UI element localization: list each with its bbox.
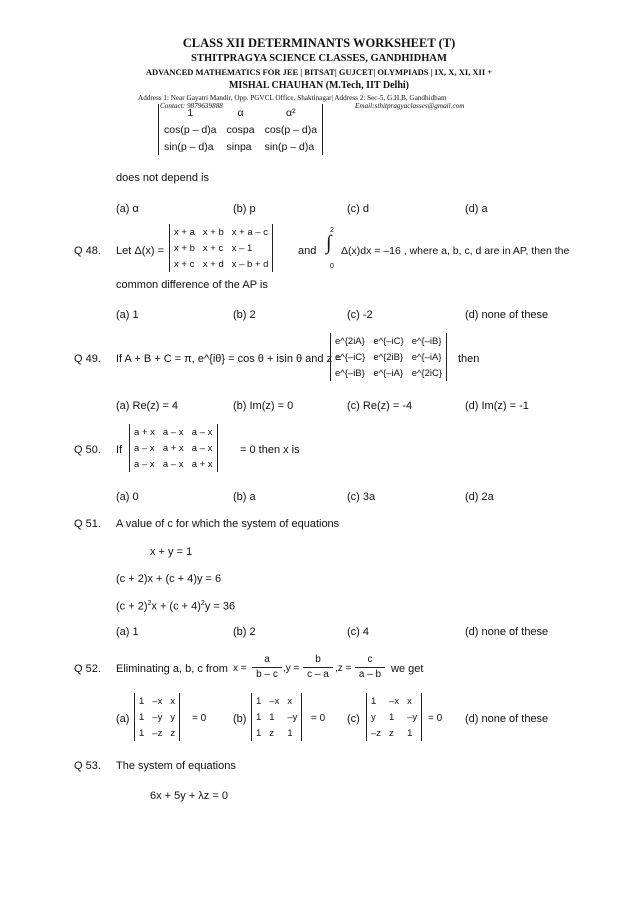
q47-cell: cospa bbox=[226, 123, 255, 136]
q52-b-cell: 1 bbox=[287, 727, 293, 739]
fraction-bar bbox=[303, 667, 333, 668]
q52-z-num: c bbox=[367, 654, 373, 665]
fraction-bar bbox=[355, 667, 385, 668]
q52-b-cell: 1 bbox=[256, 727, 262, 739]
q52-a-cell: –y bbox=[152, 711, 163, 723]
q50-cell: a – x bbox=[162, 426, 184, 438]
q50-number: Q 50. bbox=[74, 444, 101, 456]
q48-number: Q 48. bbox=[74, 245, 101, 257]
q47-option-b: (b) p bbox=[233, 203, 256, 215]
q50-cell: a – x bbox=[191, 442, 213, 454]
q51-option-a: (a) 1 bbox=[116, 626, 139, 638]
q51-eq3: $(c + 2)^2x + (c + 4)^2y = 36$ bbox=[116, 600, 236, 613]
courses-line: ADVANCED MATHEMATICS FOR JEE | BITSAT| GUJCET| OLYMPIADS | IX, X, XI, XII + bbox=[145, 67, 493, 77]
q52-a-cell: 1 bbox=[139, 727, 145, 739]
q52-option-d: (d) none of these bbox=[465, 713, 549, 725]
q52-a-cell: 1 bbox=[139, 711, 145, 723]
fraction-bar bbox=[252, 667, 282, 668]
q52-c-cell: –y bbox=[407, 711, 418, 723]
address-line: Address 1: Near Gayatri Mandir, Opp. PGVCL Office, Shaktinagar| Address 2: Sec-5, G.H.B, Gandhidham bbox=[138, 94, 447, 102]
q51-text: A value of c for which the system of equations bbox=[116, 518, 340, 530]
q52-option-a-label: (a) bbox=[116, 713, 130, 725]
q48-cell: x + b bbox=[202, 226, 224, 238]
q52-b-cell: –y bbox=[287, 711, 298, 723]
q52-b-cell: 1 bbox=[256, 711, 262, 723]
q52-lead: Eliminating a, b, c from bbox=[116, 663, 228, 675]
integral-sign-icon: ∫ bbox=[326, 232, 332, 254]
q49-cell: e^{2iC} bbox=[411, 367, 443, 379]
q50-cell: a + x bbox=[191, 458, 213, 470]
q51-eq2: (c + 2)x + (c + 4)y = 6 bbox=[116, 573, 222, 585]
q52-z-den: a – b bbox=[358, 669, 382, 680]
q52-tail: we get bbox=[391, 663, 424, 675]
q52-c-cell: 1 bbox=[389, 711, 395, 723]
q49-cell: e^{–iB} bbox=[411, 335, 442, 347]
q49-cell: e^{2iB} bbox=[373, 351, 404, 363]
q52-option-b-eq: = 0 bbox=[311, 713, 326, 724]
q49-option-d: (d) Im(z) = -1 bbox=[465, 400, 529, 412]
q50-option-b: (b) a bbox=[233, 491, 256, 503]
q52-option-a-eq: = 0 bbox=[192, 713, 207, 724]
q52-a-cell: x bbox=[170, 695, 176, 707]
q50-cell: a + x bbox=[134, 426, 155, 438]
worksheet-title: CLASS XII DETERMINANTS WORKSHEET (T) bbox=[182, 36, 456, 50]
teacher-name: MISHAL CHAUHAN (M.Tech, IIT Delhi) bbox=[228, 80, 409, 91]
q52-number: Q 52. bbox=[74, 663, 101, 675]
q52-c-cell: –z bbox=[371, 727, 382, 739]
q47-determinant bbox=[158, 104, 323, 155]
q48-integral-lower: 0 bbox=[330, 263, 334, 270]
q49-option-c: (c) Re(z) = -4 bbox=[347, 400, 413, 412]
q48-cell: x + c bbox=[202, 242, 224, 254]
q52-x-lhs: x = bbox=[233, 663, 247, 674]
q49-then: then bbox=[458, 353, 480, 365]
q48-cell: x – 1 bbox=[231, 242, 253, 254]
q48-cell: x + b bbox=[174, 242, 195, 254]
q52-y-den: c – a bbox=[307, 669, 329, 680]
q52-c-cell: 1 bbox=[407, 727, 413, 739]
q50-option-d: (d) 2a bbox=[465, 491, 494, 503]
q48-line2: common difference of the AP is bbox=[116, 279, 268, 291]
q52-option-a-determinant bbox=[134, 693, 180, 741]
q48-option-b: (b) 2 bbox=[233, 309, 256, 321]
q52-b-cell: –x bbox=[269, 695, 280, 707]
q50-cell: a – x bbox=[134, 458, 155, 470]
q49-option-a: (a) Re(z) = 4 bbox=[116, 400, 179, 412]
q52-z-lhs: ,z = bbox=[335, 663, 352, 674]
q52-option-c-eq: = 0 bbox=[428, 713, 443, 724]
q52-b-cell: x bbox=[287, 695, 293, 707]
institute-name: STHITPRAGYA SCIENCE CLASSES, GANDHIDHAM bbox=[191, 53, 447, 64]
q48-integral-upper: 2 bbox=[330, 227, 334, 234]
q50-option-a: (a) 0 bbox=[116, 491, 139, 503]
q47-option-c: (c) d bbox=[347, 203, 369, 215]
q47-cell: sin(p – d)a bbox=[264, 140, 315, 153]
q50-lead: If bbox=[116, 444, 123, 456]
q48-and: and bbox=[298, 245, 317, 257]
q48-option-c: (c) -2 bbox=[347, 309, 373, 321]
q50-option-c: (c) 3a bbox=[347, 491, 376, 503]
q49-cell: e^{–iA} bbox=[411, 351, 442, 363]
q48-lead: Let Δ(x) = bbox=[116, 245, 165, 257]
q49-cell: e^{–iC} bbox=[373, 335, 404, 347]
q47-option-d: (d) a bbox=[465, 203, 488, 215]
q51-eq1: x + y = 1 bbox=[150, 546, 193, 558]
q48-cell: x + a – c bbox=[231, 226, 268, 238]
q52-c-cell: z bbox=[389, 727, 394, 739]
q49-text: If A + B + C = π, e^{iθ} = cos θ + isin θ and z = bbox=[116, 353, 342, 365]
q49-determinant bbox=[330, 333, 447, 381]
q48-option-d: (d) none of these bbox=[465, 309, 549, 321]
q52-option-c-determinant bbox=[366, 693, 422, 741]
q50-cell: a – x bbox=[162, 458, 184, 470]
q47-cell: cos(p – d)a bbox=[264, 123, 318, 136]
q53-number: Q 53. bbox=[74, 760, 101, 772]
q48-determinant bbox=[169, 224, 273, 272]
q53-text: The system of equations bbox=[116, 760, 236, 772]
q49-number: Q 49. bbox=[74, 353, 101, 365]
q47-option-a: (a) α bbox=[116, 203, 139, 215]
q52-c-cell: 1 bbox=[371, 695, 377, 707]
q48-cell: x – b + d bbox=[231, 258, 269, 270]
q52-x-num: a bbox=[264, 654, 270, 665]
q52-a-cell: y bbox=[170, 711, 176, 723]
q47-cell: sin(p – d)a bbox=[164, 140, 214, 153]
q47-cell: α bbox=[237, 106, 244, 119]
q52-a-cell: z bbox=[170, 727, 176, 739]
q49-cell: e^{–iC} bbox=[335, 351, 366, 363]
q52-option-b-determinant bbox=[251, 693, 302, 741]
q48-integral-text: Δ(x)dx = –16 , where a, b, c, d are in AP, then the bbox=[341, 245, 570, 257]
q47-cell: sinpa bbox=[226, 140, 252, 153]
q52-c-cell: x bbox=[407, 695, 412, 707]
q50-cell: a – x bbox=[191, 426, 213, 438]
q48-cell: x + d bbox=[202, 258, 224, 270]
q49-option-b: (b) Im(z) = 0 bbox=[233, 400, 294, 412]
q52-a-cell: –x bbox=[152, 695, 163, 707]
q50-cell: a – x bbox=[134, 442, 155, 454]
q50-determinant bbox=[129, 424, 218, 472]
q51-option-b: (b) 2 bbox=[233, 626, 256, 638]
q52-b-cell: z bbox=[269, 727, 275, 739]
q51-option-c: (c) 4 bbox=[347, 626, 369, 638]
q48-cell: x + c bbox=[174, 258, 195, 270]
q47-cell: α² bbox=[286, 106, 296, 119]
q49-cell: e^{–iB} bbox=[335, 367, 365, 379]
q48-option-a: (a) 1 bbox=[116, 309, 139, 321]
q53-eq1: 6x + 5y + λz = 0 bbox=[150, 790, 228, 802]
q52-option-b-label: (b) bbox=[233, 713, 247, 725]
q47-cell: 1 bbox=[187, 106, 194, 119]
q52-b-cell: 1 bbox=[269, 711, 275, 723]
q52-a-cell: 1 bbox=[139, 695, 145, 707]
contact-line: Contact: 9879639888 bbox=[160, 102, 223, 110]
q52-c-cell: y bbox=[371, 711, 376, 723]
q50-cell: a + x bbox=[162, 442, 184, 454]
q47-text: does not depend is bbox=[116, 172, 209, 184]
q52-b-cell: 1 bbox=[256, 695, 262, 707]
q52-c-cell: –x bbox=[389, 695, 400, 707]
q52-x-den: b – c bbox=[256, 669, 278, 680]
email-line: Email:sthitpragyaclasses@gmail.com bbox=[355, 102, 465, 110]
q52-y-lhs: ,y = bbox=[283, 663, 300, 674]
q49-cell: e^{2iA} bbox=[335, 335, 365, 347]
q51-number: Q 51. bbox=[74, 518, 101, 530]
q47-cell: cos(p – d)a bbox=[164, 123, 217, 136]
q48-cell: x + a bbox=[174, 226, 195, 238]
q51-option-d: (d) none of these bbox=[465, 626, 549, 638]
q52-y-num: b bbox=[315, 654, 321, 665]
q52-option-c-label: (c) bbox=[347, 713, 360, 725]
q49-cell: e^{–iA} bbox=[373, 367, 404, 379]
q52-a-cell: –z bbox=[152, 727, 163, 739]
q50-after: = 0 then x is bbox=[240, 444, 300, 456]
